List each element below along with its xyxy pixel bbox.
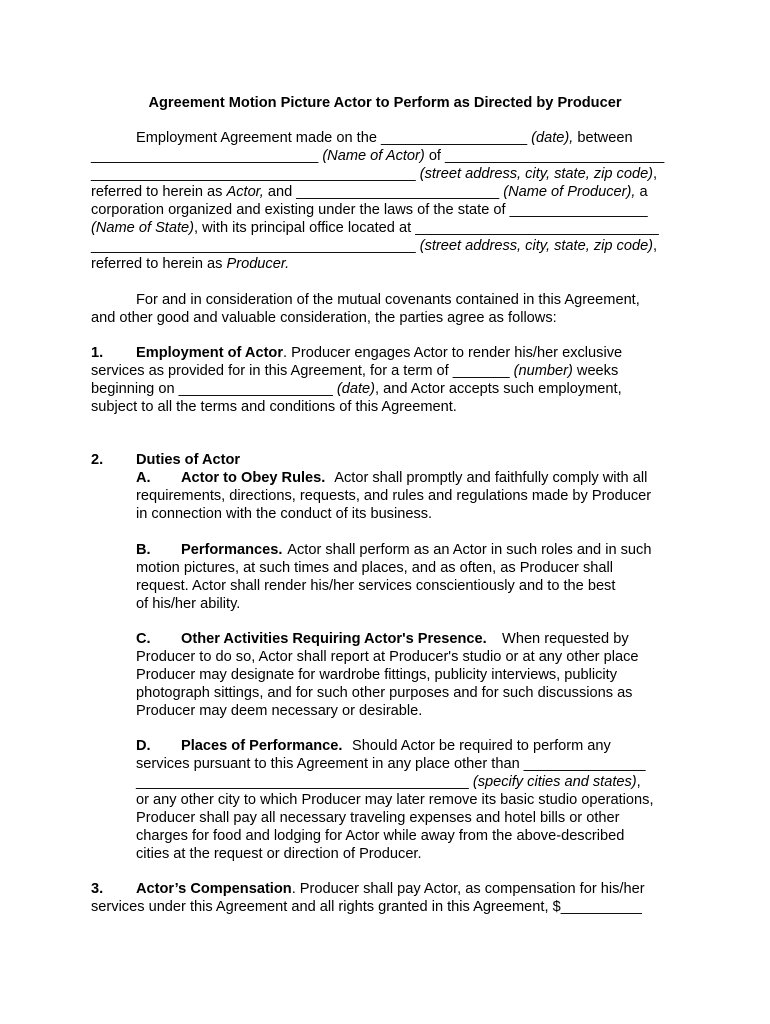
subsection-line	[136, 469, 326, 487]
section-line: services under this Agreement and all rights granted in this Agreement, $__________	[91, 899, 642, 915]
subsection-line	[136, 737, 343, 755]
section-number: 2.	[91, 452, 104, 468]
subsection-line: motion pictures, at such times and places, and as often, as Producer shall	[136, 560, 613, 576]
section-line	[91, 362, 618, 380]
text: . Producer shall pay Actor, as compensation for his/her	[291, 881, 645, 897]
text-italic: (Name of Producer),	[503, 184, 636, 200]
text: beginning on ___________________	[91, 381, 337, 397]
section-line	[136, 344, 622, 362]
subsection-heading: Performances.	[181, 542, 283, 558]
text: of ___________________________	[424, 148, 665, 164]
text: between	[573, 130, 633, 146]
subsection-line: Producer to do so, Actor shall report at Producer's studio or at any other place	[136, 649, 639, 665]
text-italic: (Name of State)	[91, 220, 195, 236]
subsection-line: Producer shall pay all necessary traveling expenses and hotel bills or other	[136, 810, 620, 826]
intro-line	[91, 255, 289, 273]
text: _________________________________________	[136, 774, 473, 790]
text-italic: (specify cities and states)	[472, 774, 637, 790]
subsection-line: in connection with the conduct of its business.	[136, 506, 433, 522]
text-italic: (date),	[531, 130, 574, 146]
subsection-letter: A.	[136, 470, 151, 486]
intro-line	[91, 165, 657, 183]
subsection-line: requirements, directions, requests, and rules and regulations made by Producer	[136, 488, 652, 504]
text: and _________________________	[263, 184, 504, 200]
text-italic: (number)	[513, 363, 573, 379]
text: ________________________________________	[91, 166, 420, 182]
section-heading: Actor’s Compensation	[136, 881, 292, 897]
text-italic: Producer.	[226, 256, 290, 272]
text: . Producer engages Actor to render his/her exclusive	[283, 345, 623, 361]
subsection-letter: D.	[136, 738, 151, 754]
subsection-text: Actor shall perform as an Actor in such roles and in such	[284, 542, 652, 558]
text: a	[635, 184, 648, 200]
section-line: subject to all the terms and conditions of this Agreement.	[91, 399, 457, 415]
subsection-line: request. Actor shall render his/her services conscientiously and to the best	[136, 578, 616, 594]
subsection-line: services pursuant to this Agreement in any place other than _______________	[136, 756, 646, 772]
text-italic: (street address, city, state, zip code)	[419, 238, 654, 254]
text: weeks	[572, 363, 619, 379]
text: ,	[653, 238, 658, 254]
subsection-line: of his/her ability.	[136, 596, 241, 612]
text-italic: (street address, city, state, zip code)	[419, 166, 654, 182]
subsection-heading: Actor to Obey Rules.	[181, 470, 326, 486]
subsection-text: Actor shall promptly and faithfully comply with all	[331, 470, 648, 486]
subsection-line: cities at the request or direction of Producer.	[136, 846, 422, 862]
subsection-text: When requested by	[498, 631, 629, 647]
document-title: Agreement Motion Picture Actor to Perform as Directed by Producer	[148, 95, 622, 111]
section-number: 1.	[91, 345, 104, 361]
text-italic: (date)	[336, 381, 376, 397]
subsection-line	[136, 630, 487, 648]
intro-line	[91, 147, 664, 165]
section-heading: Duties of Actor	[136, 452, 241, 468]
subsection-line: Producer may designate for wardrobe fittings, publicity interviews, publicity	[136, 667, 618, 683]
subsection-letter: B.	[136, 542, 151, 558]
intro-line	[91, 219, 659, 237]
section-heading: Employment of Actor	[136, 345, 284, 361]
intro-line	[91, 183, 648, 201]
text: ,	[653, 166, 658, 182]
subsection-line: photograph sittings, and for such other purposes and for such discussions as	[136, 685, 633, 701]
subsection-line: or any other city to which Producer may later remove its basic studio operations,	[136, 792, 654, 808]
text: services as provided for in this Agreement, for a term of _______	[91, 363, 514, 379]
text: , and Actor accepts such employment,	[375, 381, 622, 397]
subsection-heading: Other Activities Requiring Actor's Presence.	[181, 631, 487, 647]
intro-line	[136, 129, 633, 147]
text: referred to herein as	[91, 184, 227, 200]
intro-line	[91, 237, 657, 255]
text-italic: (Name of Actor)	[322, 148, 425, 164]
intro-line: corporation organized and existing under the laws of the state of _________________	[91, 202, 648, 218]
text: ____________________________	[91, 148, 323, 164]
section-number: 3.	[91, 881, 104, 897]
subsection-letter: C.	[136, 631, 151, 647]
subsection-heading: Places of Performance.	[181, 738, 343, 754]
text: referred to herein as	[91, 256, 227, 272]
subsection-line: charges for food and lodging for Actor while away from the above-described	[136, 828, 625, 844]
subsection-line: Producer may deem necessary or desirable.	[136, 703, 423, 719]
text: ________________________________________	[91, 238, 420, 254]
text: ,	[636, 774, 641, 790]
subsection-line	[136, 773, 641, 791]
text: Employment Agreement made on the __________________	[136, 130, 532, 146]
section-line	[136, 880, 645, 898]
consideration-line: and other good and valuable consideration, the parties agree as follows:	[91, 310, 557, 326]
consideration-line: For and in consideration of the mutual covenants contained in this Agreement,	[136, 292, 640, 308]
text: , with its principal office located at ______________________________	[194, 220, 659, 236]
subsection-line	[136, 541, 283, 559]
text-italic: Actor,	[226, 184, 264, 200]
section-line	[91, 380, 622, 398]
subsection-text: Should Actor be required to perform any	[348, 738, 611, 754]
